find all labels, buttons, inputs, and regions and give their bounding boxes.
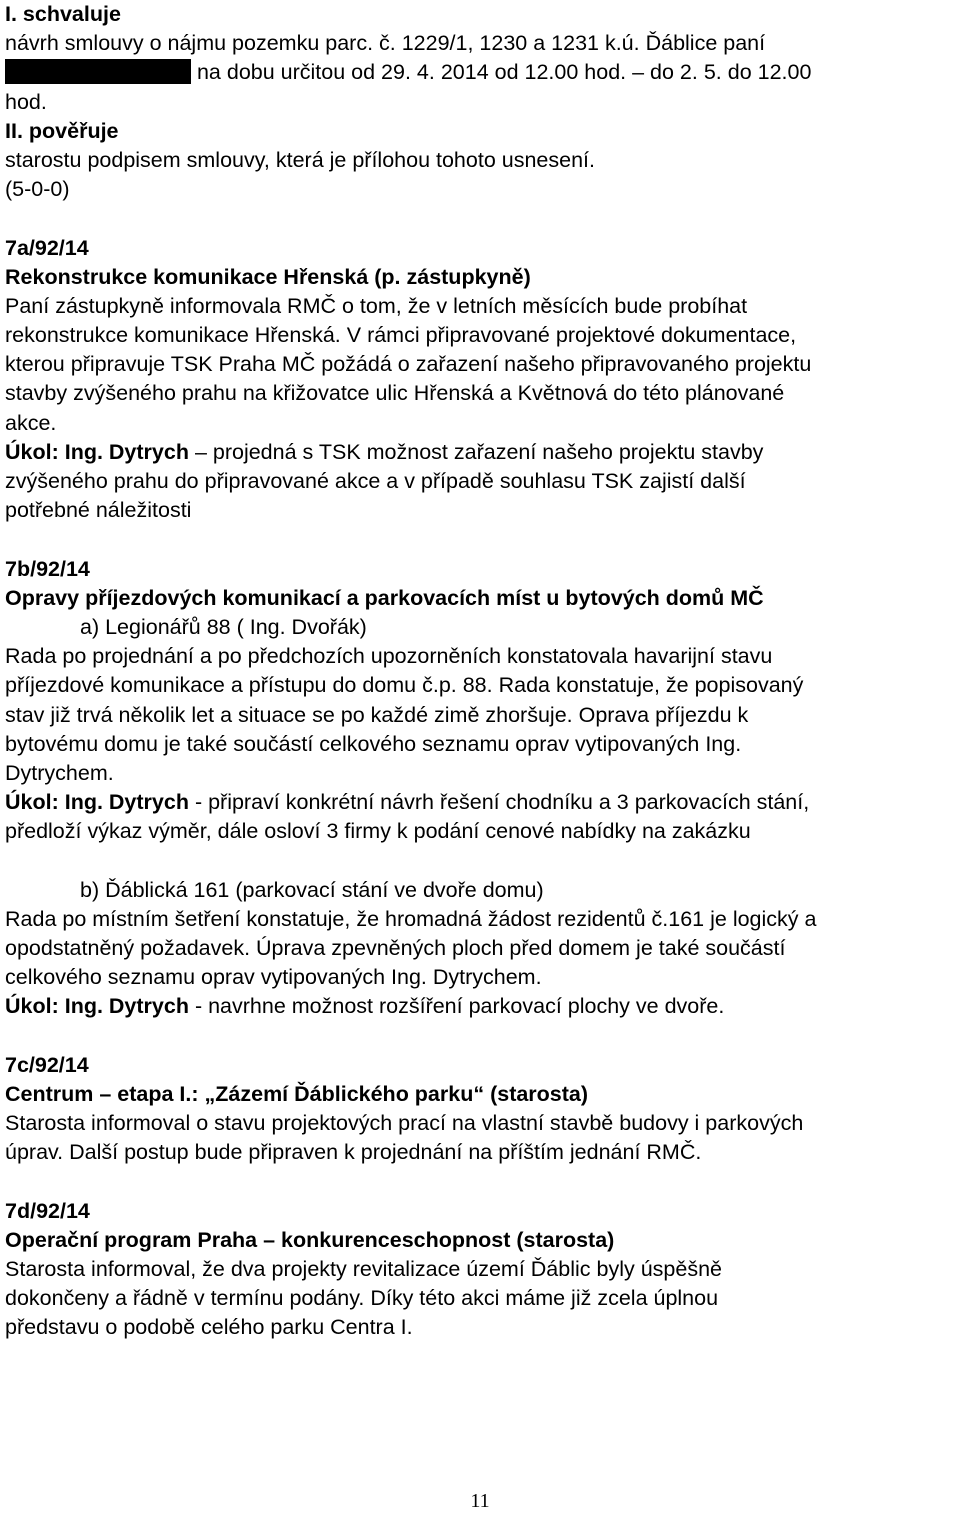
section-7b-a-task: Úkol: Ing. Dytrych - připraví konkrétní návrh řešení chodníku a 3 parkovacích stání, <box>5 790 810 815</box>
section-7b-number: 7b/92/14 <box>5 556 90 581</box>
section-7d-text: představu o podobě celého parku Centra I. <box>5 1315 413 1340</box>
section-7a-text: rekonstrukce komunikace Hřenská. V rámci připravované projektové dokumentace, <box>5 323 797 348</box>
section-7c-title: Centrum – etapa I.: „Zázemí Ďáblického parku“ (starosta) <box>5 1081 589 1106</box>
contract-text-line: hod. <box>5 89 47 114</box>
section-7c-number: 7c/92/14 <box>5 1052 89 1077</box>
section-7c-text: úprav. Další postup bude připraven k projednání na příštím jednání RMČ. <box>5 1140 702 1165</box>
section-7d-title: Operační program Praha – konkurenceschopnost (starosta) <box>5 1227 615 1252</box>
vote-result: (5-0-0) <box>5 177 70 202</box>
section-7a-text: stavby zvýšeného prahu na křižovatce ulic Hřenská a Květnová do této plánované <box>5 381 785 406</box>
section-7d-text: Starosta informoval, že dva projekty revitalizace území Ďáblic byly úspěšně <box>5 1257 722 1282</box>
section-7b-a-text: Dytrychem. <box>5 760 114 785</box>
authorization-text: starostu podpisem smlouvy, která je přílohou tohoto usnesení. <box>5 147 595 172</box>
section-7d-number: 7d/92/14 <box>5 1198 90 1223</box>
resolution-authorizes-heading: II. pověřuje <box>5 118 119 143</box>
section-7b-b-text: celkového seznamu oprav vytipovaných Ing. Dytrychem. <box>5 965 542 990</box>
contract-text-line: na dobu určitou od 29. 4. 2014 od 12.00 hod. – do 2. 5. do 12.00 <box>5 58 957 87</box>
section-7a-number: 7a/92/14 <box>5 235 89 260</box>
section-7a-task-text: potřebné náležitosti <box>5 498 192 523</box>
section-7b-b-text: Rada po místním šetření konstatuje, že hromadná žádost rezidentů č.161 je logický a <box>5 906 817 931</box>
section-7a-text: akce. <box>5 410 57 435</box>
section-7b-b-task: Úkol: Ing. Dytrych - navrhne možnost rozšíření parkovací plochy ve dvoře. <box>5 994 725 1019</box>
section-7b-b-text: opodstatněný požadavek. Úprava zpevněných ploch před domem je také součástí <box>5 936 786 960</box>
section-7b-item-b: b) Ďáblická 161 (parkovací stání ve dvoře domu) <box>80 877 544 902</box>
section-7a-task: Úkol: Ing. Dytrych – projedná s TSK možnost zařazení našeho projektu stavby <box>5 439 764 464</box>
resolution-approves-heading: I. schvaluje <box>5 2 121 26</box>
section-7b-a-text: bytovému domu je také součástí celkového seznamu oprav vytipovaných Ing. <box>5 731 742 756</box>
section-7b-a-text: stav již trvá několik let a situace se po každé zimě zhoršuje. Oprava příjezdu k <box>5 702 749 727</box>
section-7b-title: Opravy příjezdových komunikací a parkovacích míst u bytových domů MČ <box>5 585 764 610</box>
section-7a-task-text: zvýšeného prahu do připravované akce a v případě souhlasu TSK zajistí další <box>5 469 746 493</box>
section-7b-item-a: a) Legionářů 88 ( Ing. Dvořák) <box>80 614 367 639</box>
page-number: 11 <box>470 1490 490 1512</box>
section-7d-text: dokončeny a řádně v termínu podány. Díky této akci máme již zcela úplnou <box>5 1286 719 1311</box>
section-7b-a-task-text: předloží výkaz výměr, dále osloví 3 firmy k podání cenové nabídky na zakázku <box>5 819 751 844</box>
section-7a-title: Rekonstrukce komunikace Hřenská (p. zástupkyně) <box>5 264 531 289</box>
contract-text-line: návrh smlouvy o nájmu pozemku parc. č. 1229/1, 1230 a 1231 k.ú. Ďáblice paní <box>5 31 766 56</box>
redacted-name <box>5 59 191 84</box>
section-7b-a-text: příjezdové komunikace a přístupu do domu č.p. 88. Rada konstatuje, že popisovaný <box>5 673 804 698</box>
section-7c-text: Starosta informoval o stavu projektových prací na vlastní stavbě budovy i parkových <box>5 1111 804 1136</box>
section-7a-text: Paní zástupkyně informovala RMČ o tom, že v letních měsících bude probíhat <box>5 293 748 318</box>
section-7a-text: kterou připravuje TSK Praha MČ požádá o zařazení našeho připravovaného projektu <box>5 352 812 377</box>
section-7b-a-text: Rada po projednání a po předchozích upozorněních konstatovala havarijní stavu <box>5 644 773 669</box>
document-page <box>5 0 957 1343</box>
